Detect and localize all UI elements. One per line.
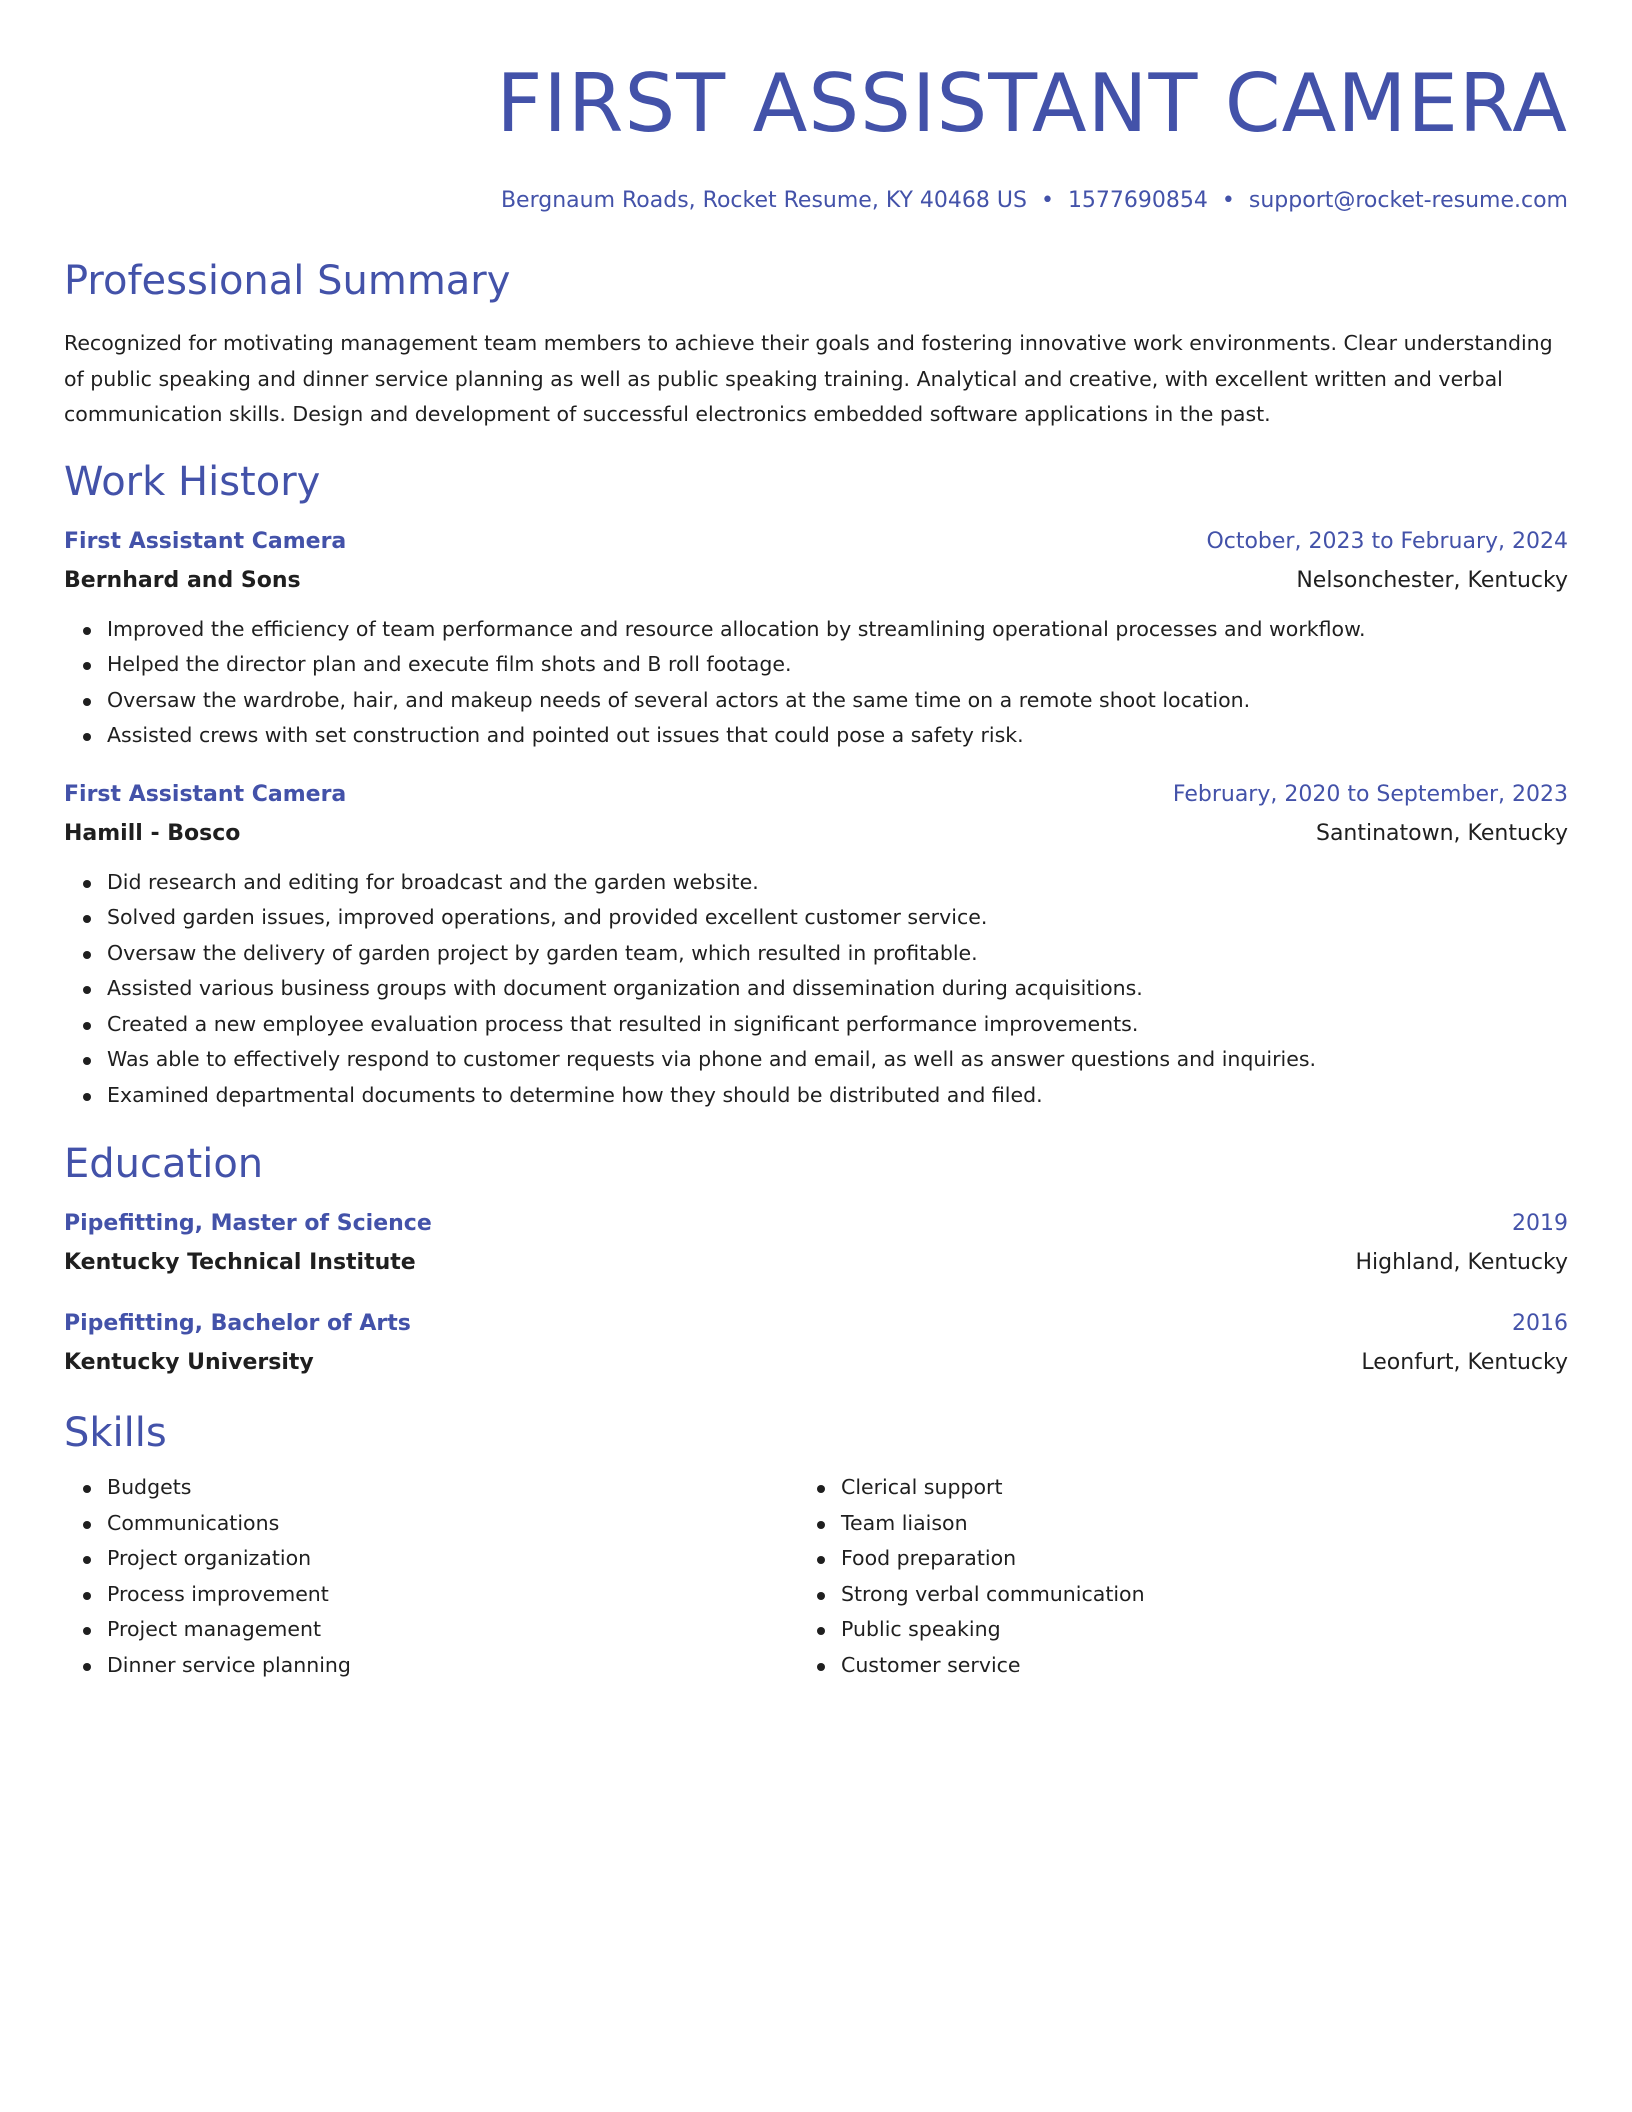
contact-address: Bergnaum Roads, Rocket Resume, KY 40468 US: [500, 188, 1027, 213]
education-school: Kentucky University: [64, 1350, 314, 1375]
job-company: Hamill - Bosco: [64, 820, 241, 846]
job-bullet: Improved the efficiency of team performance and resource allocation by streamlining operational processes and workflow.: [107, 612, 1568, 648]
education-degree: Pipefitting, Master of Science: [64, 1211, 432, 1236]
job-dates: February, 2020 to September, 2023: [1172, 781, 1568, 807]
skills-column-left: [64, 1470, 798, 1683]
skills-section: [64, 1408, 1568, 1683]
job-bullet: Helped the director plan and execute film shots and B roll footage.: [107, 647, 1568, 683]
skill-item: Food preparation: [841, 1541, 1532, 1577]
education-year: 2016: [1512, 1311, 1568, 1336]
education-year: 2019: [1512, 1211, 1568, 1236]
skill-item: Clerical support: [841, 1470, 1532, 1506]
job-bullet: Assisted various business groups with document organization and dissemination during acquisitions.: [107, 971, 1568, 1007]
contact-email: support@rocket-resume.com: [1248, 188, 1568, 213]
job-location: Santinatown, Kentucky: [1315, 820, 1568, 846]
skill-item: Communications: [107, 1506, 798, 1542]
skill-item: Process improvement: [107, 1577, 798, 1613]
job-bullet: Oversaw the wardrobe, hair, and makeup needs of several actors at the same time on a remote shoot location.: [107, 683, 1568, 719]
resume-header: [64, 56, 1568, 216]
job-company-row: [64, 566, 1568, 596]
job-entry: [64, 780, 1568, 1114]
education-degree-row: [64, 1309, 1568, 1339]
education-entry: [64, 1309, 1568, 1378]
job-bullet: Was able to effectively respond to customer requests via phone and email, as well as answer questions and inquiries.: [107, 1042, 1568, 1078]
job-bullet: Examined departmental documents to determine how they should be distributed and filed.: [107, 1078, 1568, 1114]
resume-name: FIRST ASSISTANT CAMERA: [496, 57, 1568, 150]
job-bullet: Did research and editing for broadcast and the garden website.: [107, 865, 1568, 901]
skill-item: Dinner service planning: [107, 1648, 798, 1684]
skills-list: [64, 1470, 798, 1683]
job-bullet-list: [64, 612, 1568, 754]
skill-item: Customer service: [841, 1648, 1532, 1684]
education-degree-row: [64, 1209, 1568, 1239]
section-title-skills: Skills: [64, 1410, 167, 1456]
section-title-education: Education: [64, 1141, 264, 1187]
education-school: Kentucky Technical Institute: [64, 1250, 416, 1275]
contact-line: [64, 186, 1568, 216]
education-entry: [64, 1209, 1568, 1278]
professional-summary-section: [64, 256, 1568, 433]
section-title-work-history: Work History: [64, 458, 321, 505]
job-bullet: Solved garden issues, improved operations, and provided excellent customer service.: [107, 900, 1568, 936]
job-bullet: Created a new employee evaluation process that resulted in significant performance improvements.: [107, 1007, 1568, 1043]
job-company: Bernhard and Sons: [64, 567, 301, 593]
contact-phone: 1577690854: [1067, 188, 1208, 213]
skill-item: Project organization: [107, 1541, 798, 1577]
job-bullet-list: [64, 865, 1568, 1114]
job-entry: [64, 527, 1568, 754]
skill-item: Team liaison: [841, 1506, 1532, 1542]
job-company-row: [64, 819, 1568, 849]
education-section: [64, 1139, 1568, 1378]
job-bullet: Assisted crews with set construction and pointed out issues that could pose a safety risk.: [107, 718, 1568, 754]
education-school-row: [64, 1248, 1568, 1278]
job-role: First Assistant Camera: [64, 528, 347, 554]
contact-separator: •: [1040, 188, 1054, 213]
section-title-summary: Professional Summary: [64, 258, 511, 304]
job-title-row: [64, 527, 1568, 557]
skill-item: Budgets: [107, 1470, 798, 1506]
work-history-section: [64, 457, 1568, 1114]
job-role: First Assistant Camera: [64, 781, 347, 807]
education-school-row: [64, 1348, 1568, 1378]
skills-list: [798, 1470, 1532, 1683]
job-bullet: Oversaw the delivery of garden project by garden team, which resulted in profitable.: [107, 936, 1568, 972]
skill-item: Public speaking: [841, 1612, 1532, 1648]
education-degree: Pipefitting, Bachelor of Arts: [64, 1311, 411, 1336]
skills-grid: [64, 1470, 1568, 1683]
job-dates: October, 2023 to February, 2024: [1206, 528, 1568, 554]
contact-separator: •: [1221, 188, 1235, 213]
skill-item: Strong verbal communication: [841, 1577, 1532, 1613]
summary-text: Recognized for motivating management team members to achieve their goals and fostering innovative work environments. Clear understanding of public speaking and dinner service planning as well as public speaking training. Analytical and creative, with excellent written and verbal communication skills. Design and development of successful electronics embedded software applications in the past.: [64, 331, 1553, 426]
education-location: Highland, Kentucky: [1355, 1250, 1568, 1275]
skills-column-right: [798, 1470, 1532, 1683]
job-location: Nelsonchester, Kentucky: [1296, 567, 1568, 593]
skill-item: Project management: [107, 1612, 798, 1648]
job-title-row: [64, 780, 1568, 810]
education-location: Leonfurt, Kentucky: [1361, 1350, 1568, 1375]
